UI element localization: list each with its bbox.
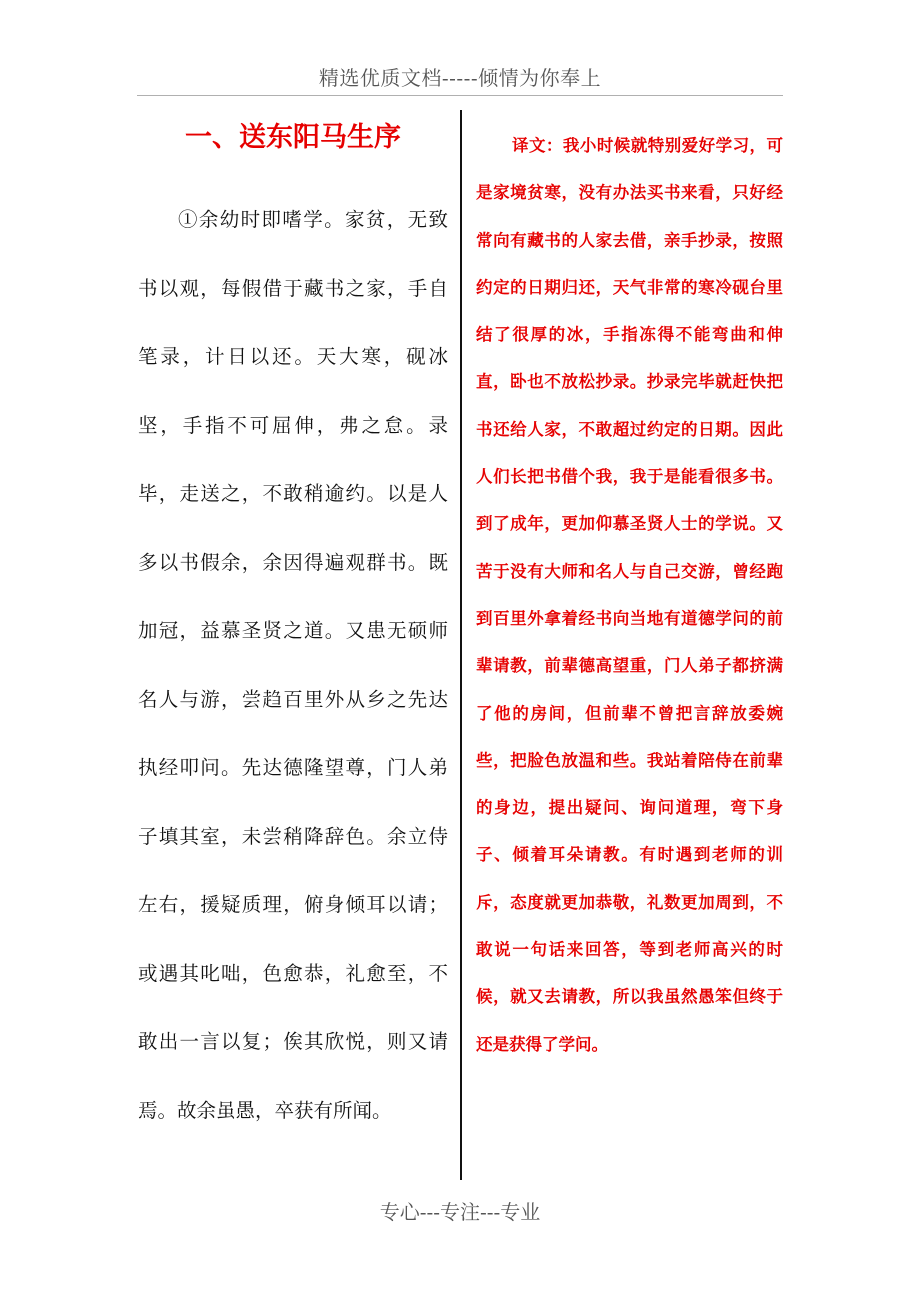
original-text-column xyxy=(138,110,448,1145)
original-text: ①余幼时即嗜学。家贫，无致书以观，每假借于藏书之家，手自笔录，计日以还。天大寒，砚冰坚，手指不可屈伸，弗之怠。录毕，走送之，不敢稍逾约。以是人多以书假余，余因得遍观群书。既加冠，益慕圣贤之道。又患无硕师名人与游，尝趋百里外从乡之先达执经叩问。先达德隆望尊，门人弟子填其室，未尝稍降辞色。余立侍左右，援疑质理，俯身倾耳以请；或遇其叱咄，色愈恭，礼愈至，不敢出一言以复；俟其欣悦，则又请焉。故余虽愚，卒获有所闻。 xyxy=(138,208,448,1122)
column-divider xyxy=(460,110,462,1180)
page-header: 精选优质文档-----倾情为你奉上 xyxy=(318,66,602,90)
page-footer: 专心---专注---专业 xyxy=(379,1200,541,1224)
translation-text: 译文：我小时候就特别爱好学习，可是家境贫寒，没有办法买书来看，只好经常向有藏书的人家去借，亲手抄录，按照约定的日期归还，天气非常的寒冷砚台里结了很厚的冰，手指冻得不能弯曲和伸直，卧也不放松抄录。抄录完毕就赶快把书还给人家，不敢超过约定的日期。因此人们长把书借个我，我于是能看很多书。到了成年，更加仰慕圣贤人士的学说。又苦于没有大师和名人与自己交游，曾经跑到百里外拿着经书向当地有道德学问的前辈请教，前辈德高望重，门人弟子都挤满了他的房间，但前辈不曾把言辞放委婉些，把脸色放温和些。我站着陪侍在前辈的身边，提出疑问、询问道理，弯下身子、倾着耳朵请教。有时遇到老师的训斥，态度就更加恭敬，礼数更加周到，不敢说一句话来回答，等到老师高兴的时候，就又去请教，所以我虽然愚笨但终于还是获得了学问。 xyxy=(476,136,783,1054)
translation-column xyxy=(476,122,783,1068)
section-title: 一、送东阳马生序 xyxy=(185,122,401,153)
header-divider xyxy=(137,95,783,96)
